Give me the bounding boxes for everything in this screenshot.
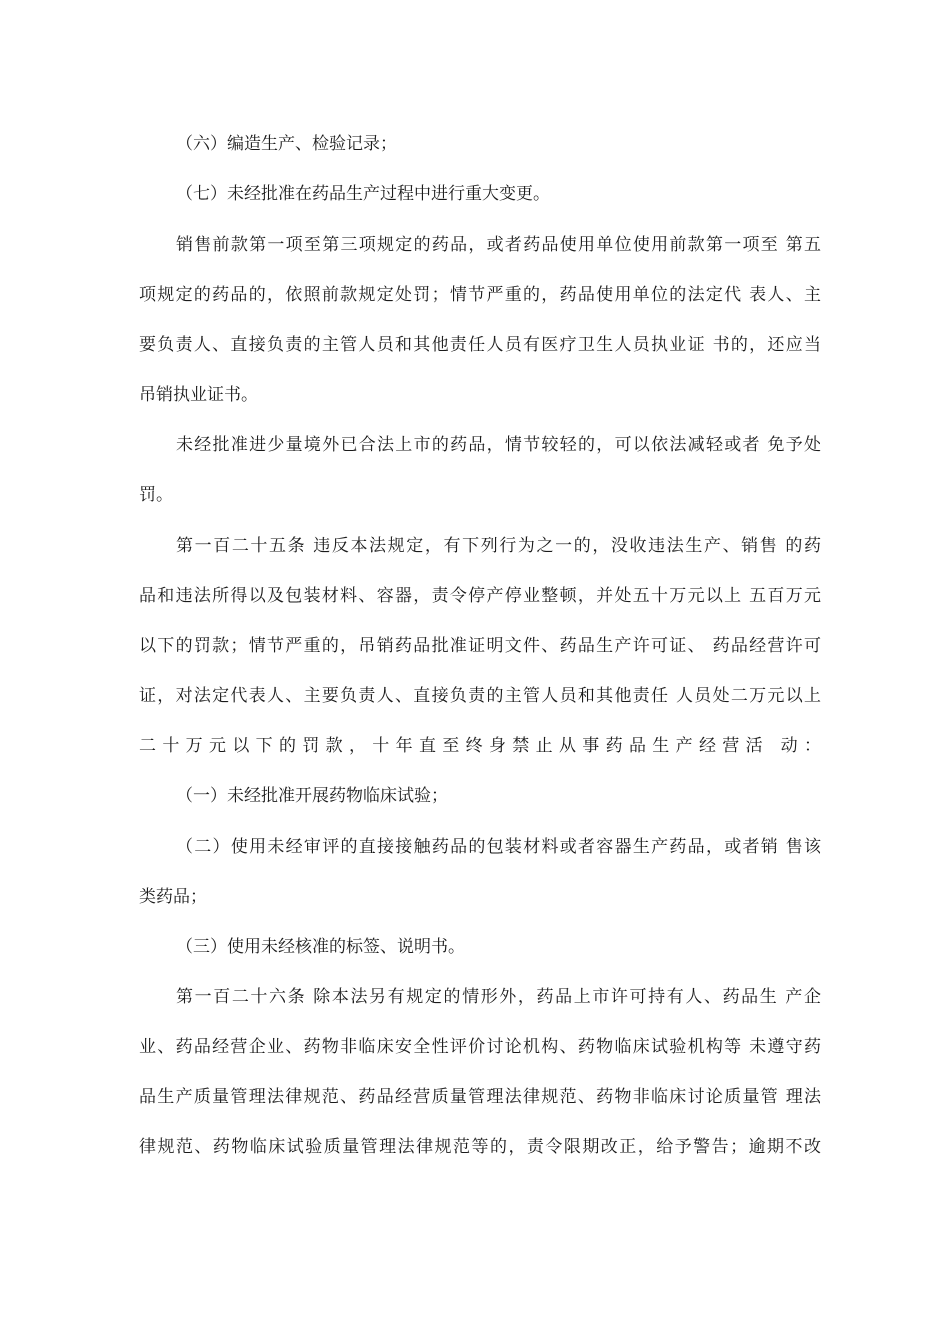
text-line: （二）使用未经审评的直接接触药品的包装材料或者容器生产药品，或者销 售该 bbox=[176, 837, 821, 857]
text-line: 罚。 bbox=[139, 485, 173, 505]
text-line: 业、药品经营企业、药物非临床安全性评价讨论机构、药物临床试验机构等 未遵守药 bbox=[139, 1037, 821, 1057]
text-line: 第一百二十五条 违反本法规定，有下列行为之一的，没收违法生产、销售 的药 bbox=[176, 536, 821, 556]
text-line: 律规范、药物临床试验质量管理法律规范等的，责令限期改正，给予警告；逾期不改 bbox=[139, 1137, 821, 1157]
text-line: 第一百二十六条 除本法另有规定的情形外，药品上市许可持有人、药品生 产企 bbox=[176, 987, 821, 1007]
text-line: （六）编造生产、检验记录； bbox=[176, 134, 397, 154]
text-line: 销售前款第一项至第三项规定的药品，或者药品使用单位使用前款第一项至 第五 bbox=[176, 235, 821, 255]
text-line: 品生产质量管理法律规范、药品经营质量管理法律规范、药物非临床讨论质量管 理法 bbox=[139, 1087, 821, 1107]
text-line: 吊销执业证书。 bbox=[139, 385, 258, 405]
text-line: （七）未经批准在药品生产过程中进行重大变更。 bbox=[176, 184, 550, 204]
text-line: 以下的罚款；情节严重的，吊销药品批准证明文件、药品生产许可证、 药品经营许可 bbox=[139, 636, 821, 656]
text-line: 项规定的药品的，依照前款规定处罚；情节严重的，药品使用单位的法定代 表人、主 bbox=[139, 285, 821, 305]
text-line: （三）使用未经核准的标签、说明书。 bbox=[176, 937, 465, 957]
text-line: 品和违法所得以及包装材料、容器，责令停产停业整顿，并处五十万元以上 五百万元 bbox=[139, 586, 821, 606]
text-line: 证，对法定代表人、主要负责人、直接负责的主管人员和其他责任 人员处二万元以上 bbox=[139, 686, 821, 706]
text-line: 类药品； bbox=[139, 887, 207, 907]
text-line: 二十万元以下的罚款，十年直至终身禁止从事药品生产经营活 动： bbox=[139, 736, 821, 756]
text-line: 要负责人、直接负责的主管人员和其他责任人员有医疗卫生人员执业证 书的，还应当 bbox=[139, 335, 821, 355]
text-line: （一）未经批准开展药物临床试验； bbox=[176, 786, 448, 806]
text-line: 未经批准进少量境外已合法上市的药品，情节较轻的，可以依法减轻或者 免予处 bbox=[176, 435, 821, 455]
